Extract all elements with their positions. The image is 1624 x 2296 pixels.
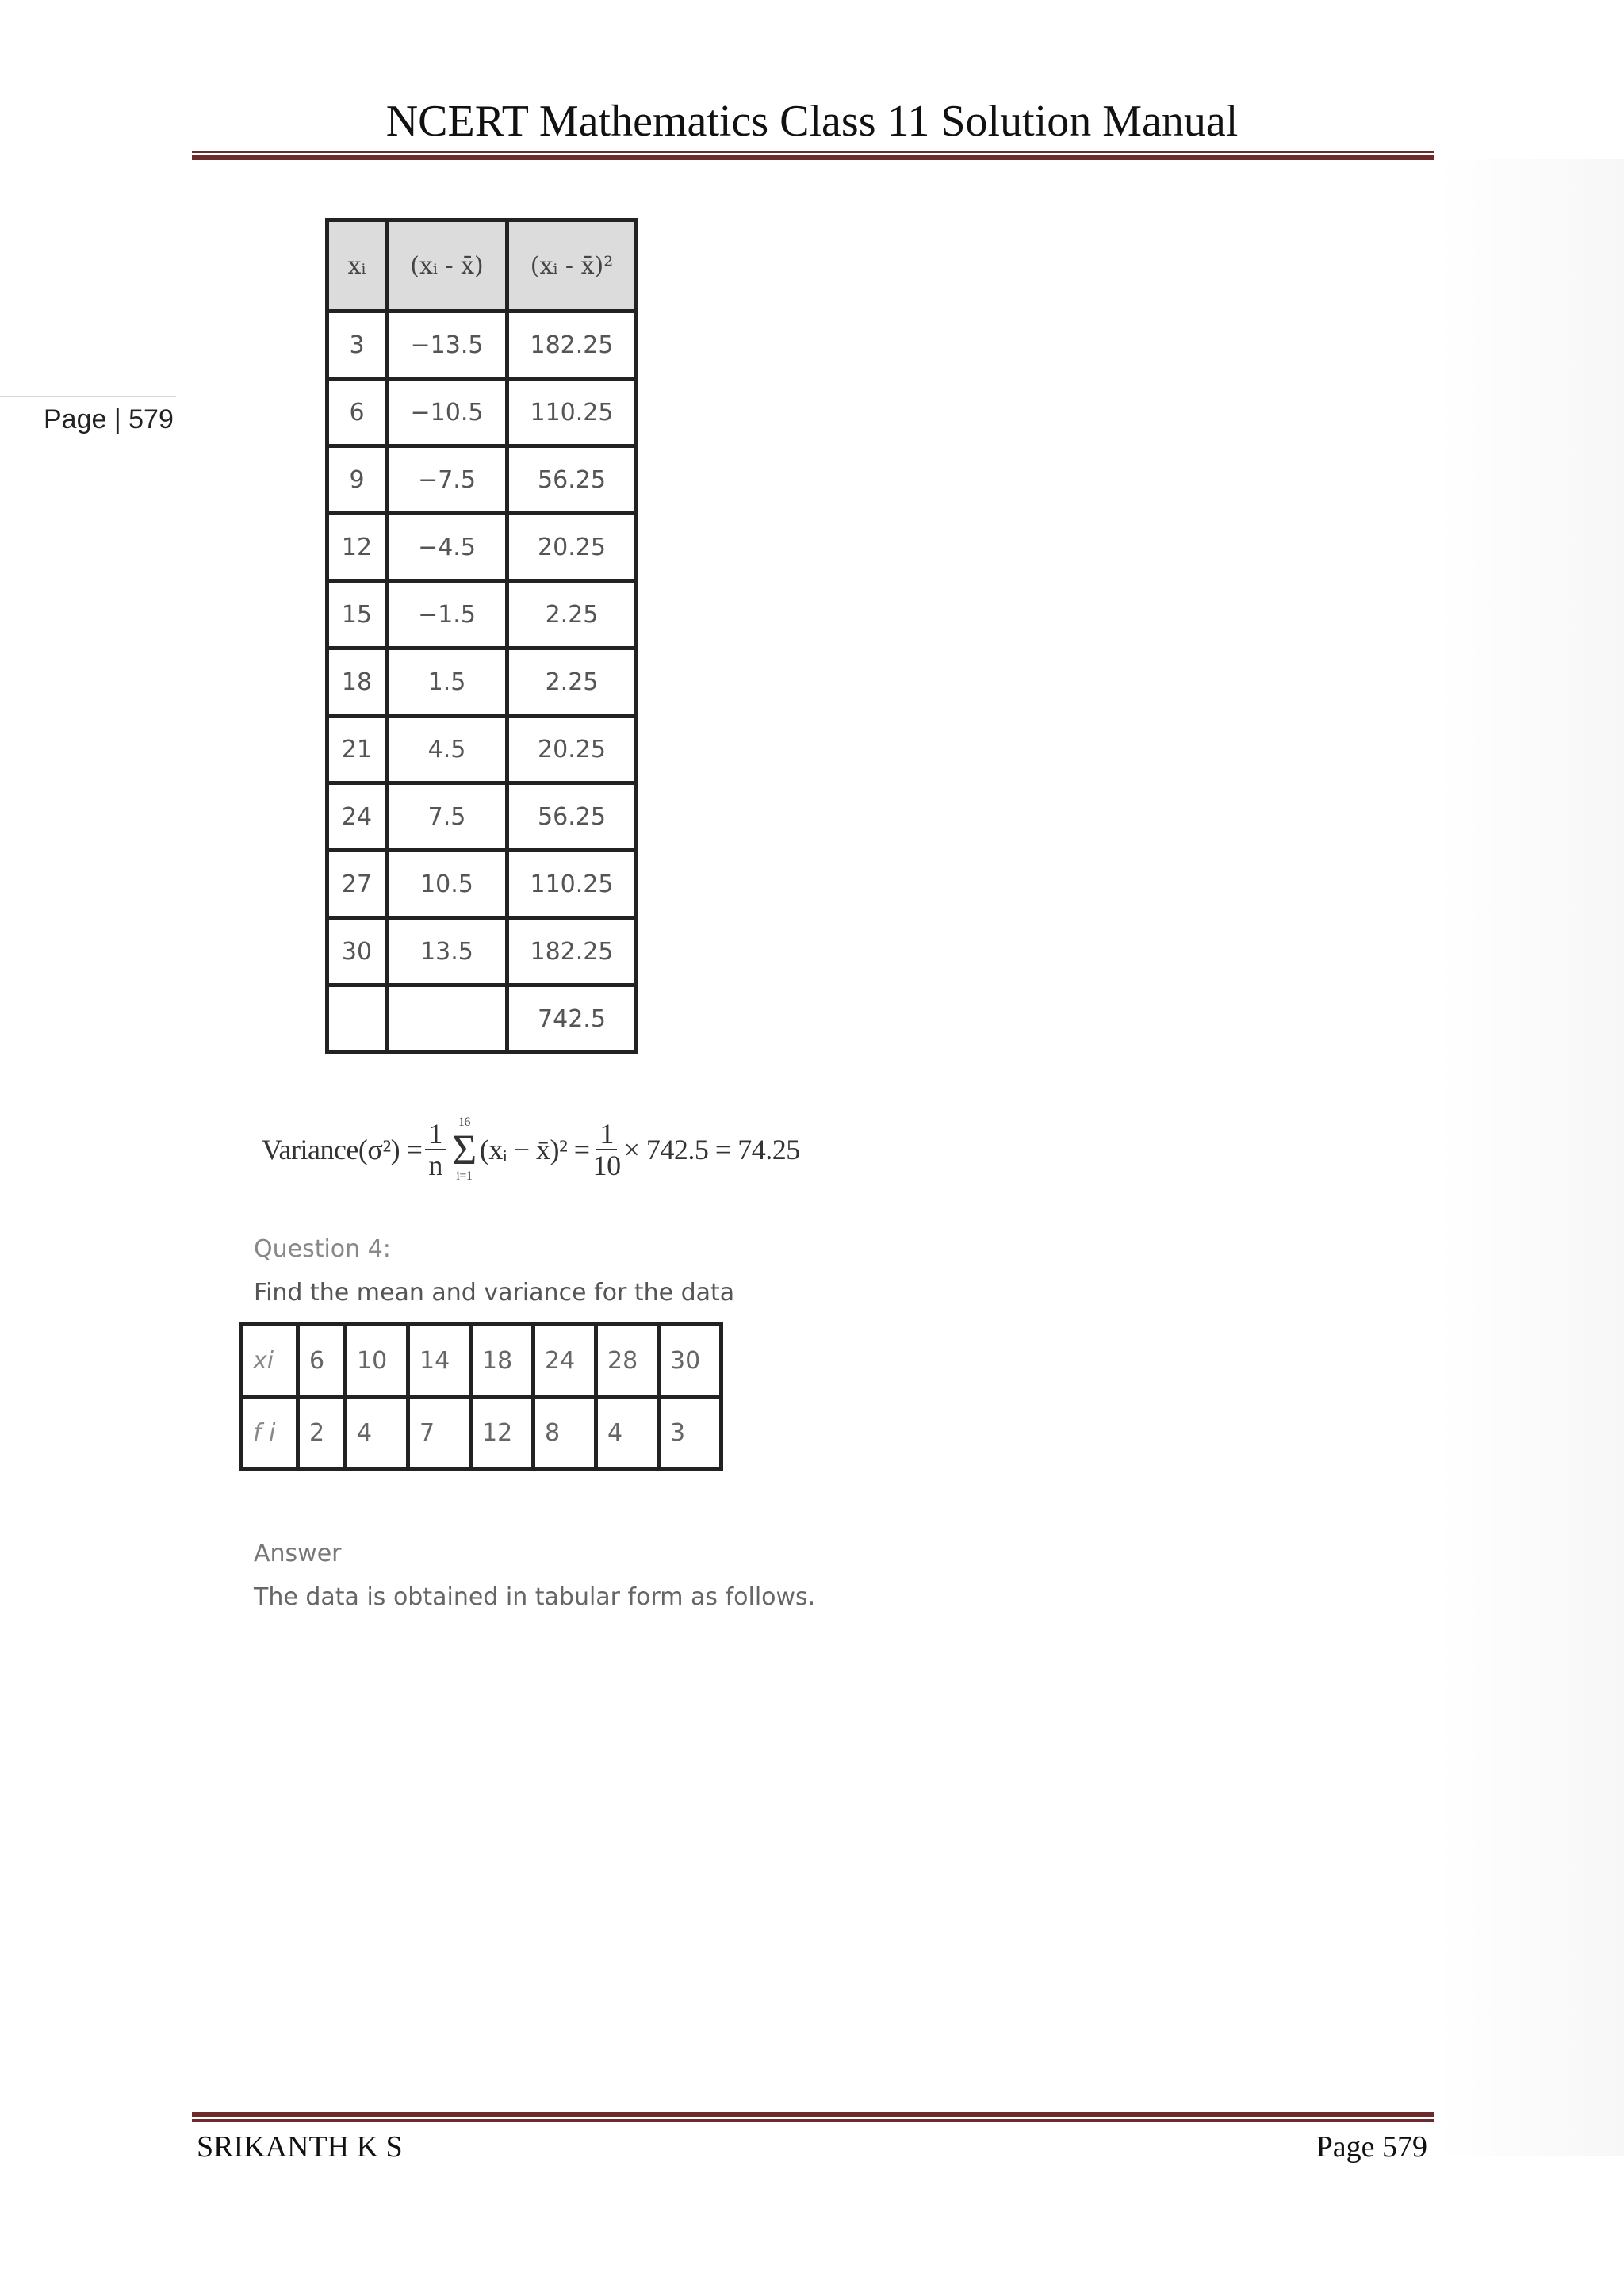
table-row xyxy=(327,446,637,514)
table-row xyxy=(327,851,637,918)
table-row xyxy=(327,783,637,851)
footer-author: SRIKANTH K S xyxy=(197,2130,403,2164)
table-total-row xyxy=(327,985,637,1053)
cell-xi: 12 xyxy=(327,514,387,581)
fraction-denominator: n xyxy=(428,1150,442,1181)
formula-sigma-squared: (σ²) = xyxy=(358,1134,423,1165)
fi-value: 7 xyxy=(408,1397,471,1469)
table-header-row xyxy=(327,220,637,312)
margin-divider xyxy=(0,396,176,397)
cell-squared: 56.25 xyxy=(508,783,637,851)
cell-xi: 3 xyxy=(327,312,387,379)
cell-total: 742.5 xyxy=(508,985,637,1053)
cell-xi: 6 xyxy=(327,379,387,446)
xi-value: 14 xyxy=(408,1325,471,1397)
cell-squared: 182.25 xyxy=(508,312,637,379)
fraction-numerator: 1 xyxy=(596,1119,617,1150)
deviation-table xyxy=(325,218,638,1054)
summation-lower-limit: i=1 xyxy=(456,1169,473,1183)
xi-value: 18 xyxy=(471,1325,534,1397)
table-row xyxy=(327,312,637,379)
margin-page-label: Page | 579 xyxy=(44,404,174,434)
header-rule-thin xyxy=(192,151,1434,153)
fi-value: 8 xyxy=(534,1397,596,1469)
fraction-one-over-ten xyxy=(593,1119,621,1181)
fi-value: 4 xyxy=(346,1397,408,1469)
answer-title: Answer xyxy=(254,1540,342,1567)
fraction-denominator: 10 xyxy=(592,1150,621,1181)
cell-squared: 182.25 xyxy=(508,918,637,985)
footer-rule-thick xyxy=(192,2112,1434,2117)
frequency-table xyxy=(239,1322,723,1471)
question-text: Find the mean and variance for the data xyxy=(254,1279,735,1307)
cell-deviation: −10.5 xyxy=(387,379,508,446)
header-rule-thick xyxy=(192,155,1434,160)
xi-label: xi xyxy=(242,1325,298,1397)
table-row xyxy=(327,379,637,446)
fi-value: 4 xyxy=(596,1397,659,1469)
cell-deviation: 4.5 xyxy=(387,716,508,783)
cell-xi xyxy=(327,985,387,1053)
formula-result: × 742.5 = 74.25 xyxy=(623,1134,800,1165)
cell-deviation: −13.5 xyxy=(387,312,508,379)
cell-squared: 56.25 xyxy=(508,446,637,514)
cell-squared: 110.25 xyxy=(508,379,637,446)
cell-xi: 24 xyxy=(327,783,387,851)
cell-deviation: 13.5 xyxy=(387,918,508,985)
cell-squared: 2.25 xyxy=(508,649,637,716)
footer-rule-thin xyxy=(192,2119,1434,2122)
fi-value: 3 xyxy=(659,1397,722,1469)
cell-deviation: −7.5 xyxy=(387,446,508,514)
xi-value: 30 xyxy=(659,1325,722,1397)
cell-xi: 15 xyxy=(327,581,387,649)
xi-value: 28 xyxy=(596,1325,659,1397)
xi-row xyxy=(242,1325,722,1397)
table-row xyxy=(327,918,637,985)
page-edge-shade xyxy=(1437,159,1624,2156)
cell-xi: 21 xyxy=(327,716,387,783)
cell-xi: 30 xyxy=(327,918,387,985)
xi-value: 10 xyxy=(346,1325,408,1397)
cell-xi: 18 xyxy=(327,649,387,716)
fi-row xyxy=(242,1397,722,1469)
cell-deviation: −4.5 xyxy=(387,514,508,581)
fi-value: 2 xyxy=(298,1397,346,1469)
cell-deviation xyxy=(387,985,508,1053)
fraction-one-over-n xyxy=(425,1119,446,1181)
formula-prefix: Variance xyxy=(262,1134,358,1165)
formula-term: (xᵢ − x̄)² = xyxy=(479,1134,590,1165)
xi-value: 24 xyxy=(534,1325,596,1397)
summation-upper-limit: 16 xyxy=(458,1115,470,1129)
question-title: Question 4: xyxy=(254,1235,391,1263)
cell-squared: 20.25 xyxy=(508,716,637,783)
variance-formula xyxy=(262,1106,800,1193)
header-xi: xᵢ xyxy=(327,220,387,312)
fraction-numerator: 1 xyxy=(425,1119,446,1150)
table-row xyxy=(327,649,637,716)
answer-text: The data is obtained in tabular form as follows. xyxy=(254,1583,816,1611)
cell-squared: 20.25 xyxy=(508,514,637,581)
summation-sign-icon: Σ xyxy=(451,1126,477,1173)
header-squared-deviation: (xᵢ - x̄)² xyxy=(508,220,637,312)
cell-squared: 2.25 xyxy=(508,581,637,649)
footer-page-number: Page 579 xyxy=(1316,2130,1427,2164)
fi-label: f i xyxy=(242,1397,298,1469)
xi-value: 6 xyxy=(298,1325,346,1397)
cell-xi: 9 xyxy=(327,446,387,514)
cell-deviation: 7.5 xyxy=(387,783,508,851)
summation xyxy=(452,1116,477,1183)
table-row xyxy=(327,514,637,581)
cell-squared: 110.25 xyxy=(508,851,637,918)
cell-deviation: 1.5 xyxy=(387,649,508,716)
header-deviation: (xᵢ - x̄) xyxy=(387,220,508,312)
page-header-title: NCERT Mathematics Class 11 Solution Manual xyxy=(385,97,1239,146)
cell-deviation: 10.5 xyxy=(387,851,508,918)
table-row xyxy=(327,716,637,783)
fi-value: 12 xyxy=(471,1397,534,1469)
table-row xyxy=(327,581,637,649)
cell-xi: 27 xyxy=(327,851,387,918)
cell-deviation: −1.5 xyxy=(387,581,508,649)
